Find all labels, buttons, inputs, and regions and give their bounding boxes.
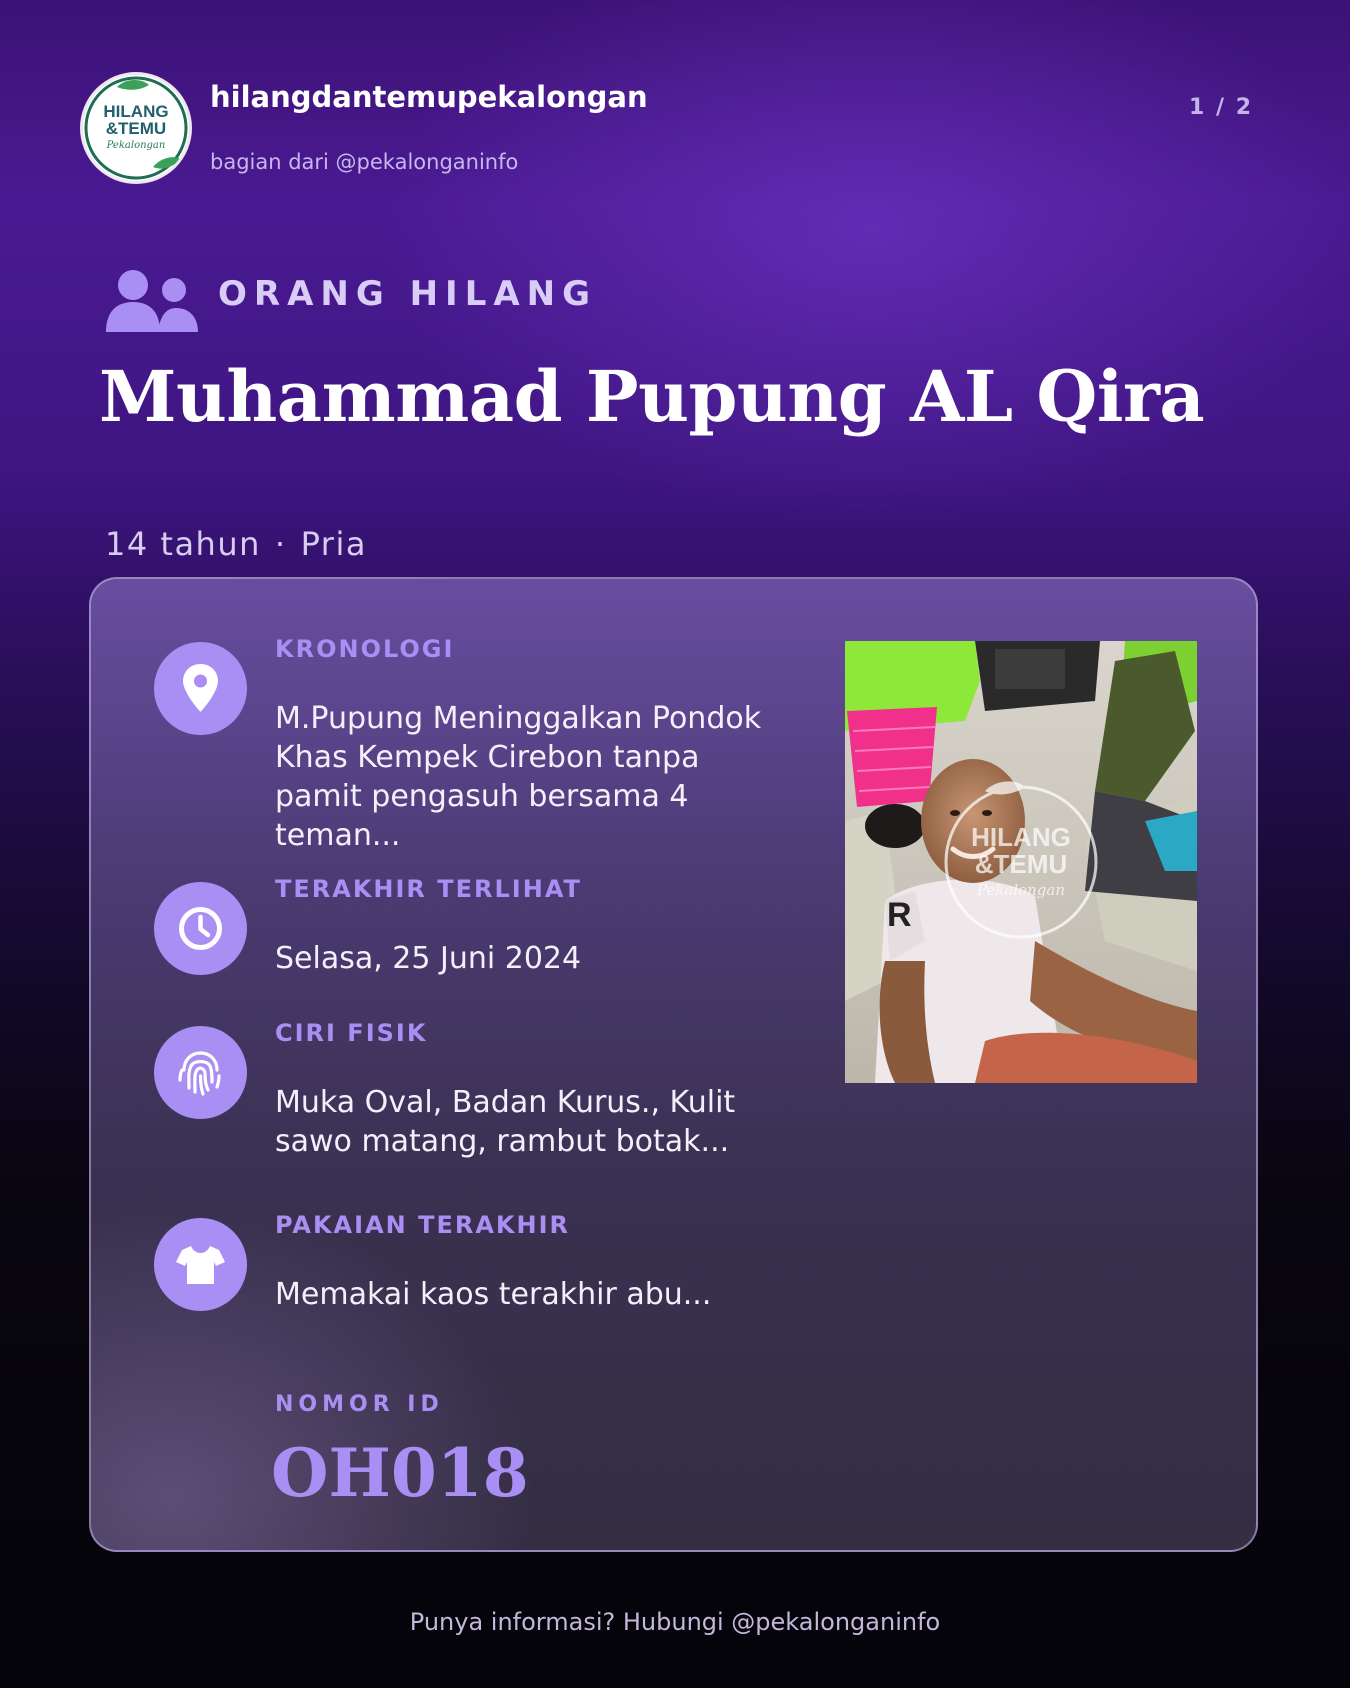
info-card [89, 577, 1258, 1552]
logo-text-line2: &TEMU [105, 119, 167, 138]
detail-label-kronologi: KRONOLOGI [275, 635, 455, 663]
people-icon [104, 268, 200, 334]
category-label: ORANG HILANG [218, 274, 598, 314]
hilang-temu-logo-icon [83, 75, 189, 181]
person-name: Muhammad Pupung AL Qira [99, 355, 1205, 438]
location-pin-icon [154, 642, 247, 735]
logo-text-line1: HILANG [103, 102, 169, 121]
logo-text-line3: Pekalongan [106, 140, 166, 151]
detail-value-pakaian-terakhir: Memakai kaos terakhir abu... [275, 1277, 712, 1312]
meta-separator: · [274, 525, 287, 563]
person-gender: Pria [300, 525, 367, 563]
watermark-line3: Pekalongan [976, 881, 1066, 899]
detail-label-pakaian-terakhir: PAKAIAN TERAKHIR [275, 1211, 570, 1239]
shirt-print: R [887, 896, 912, 934]
person-age: 14 tahun [105, 525, 261, 563]
fingerprint-icon [154, 1026, 247, 1119]
person-photo[interactable] [845, 641, 1197, 1083]
detail-label-terakhir-terlihat: TERAKHIR TERLIHAT [275, 875, 582, 903]
page-indicator: 1 / 2 [1189, 95, 1253, 120]
detail-label-ciri-fisik: CIRI FISIK [275, 1019, 428, 1047]
id-value: OH018 [271, 1434, 529, 1512]
account-subtitle: bagian dari @pekalonganinfo [210, 150, 519, 174]
id-label: NOMOR ID [275, 1392, 444, 1417]
footer-contact: Punya informasi? Hubungi @pekalonganinfo [409, 1608, 941, 1636]
detail-value-terakhir-terlihat: Selasa, 25 Juni 2024 [275, 941, 582, 976]
detail-value-kronologi: M.Pupung Meninggalkan Pondok Khas Kempek Cirebon tanpa pamit pengasuh bersama 4 teman... [275, 701, 762, 853]
brand-logo [83, 75, 189, 181]
clock-icon [154, 882, 247, 975]
person-meta [105, 525, 367, 563]
watermark-line1: HILANG [971, 822, 1071, 852]
account-name[interactable]: hilangdantemupekalongan [210, 80, 648, 114]
detail-value-ciri-fisik: Muka Oval, Badan Kurus., Kulit sawo matang, rambut botak... [275, 1085, 736, 1159]
tshirt-icon [154, 1218, 247, 1311]
watermark-line2: &TEMU [974, 849, 1068, 879]
